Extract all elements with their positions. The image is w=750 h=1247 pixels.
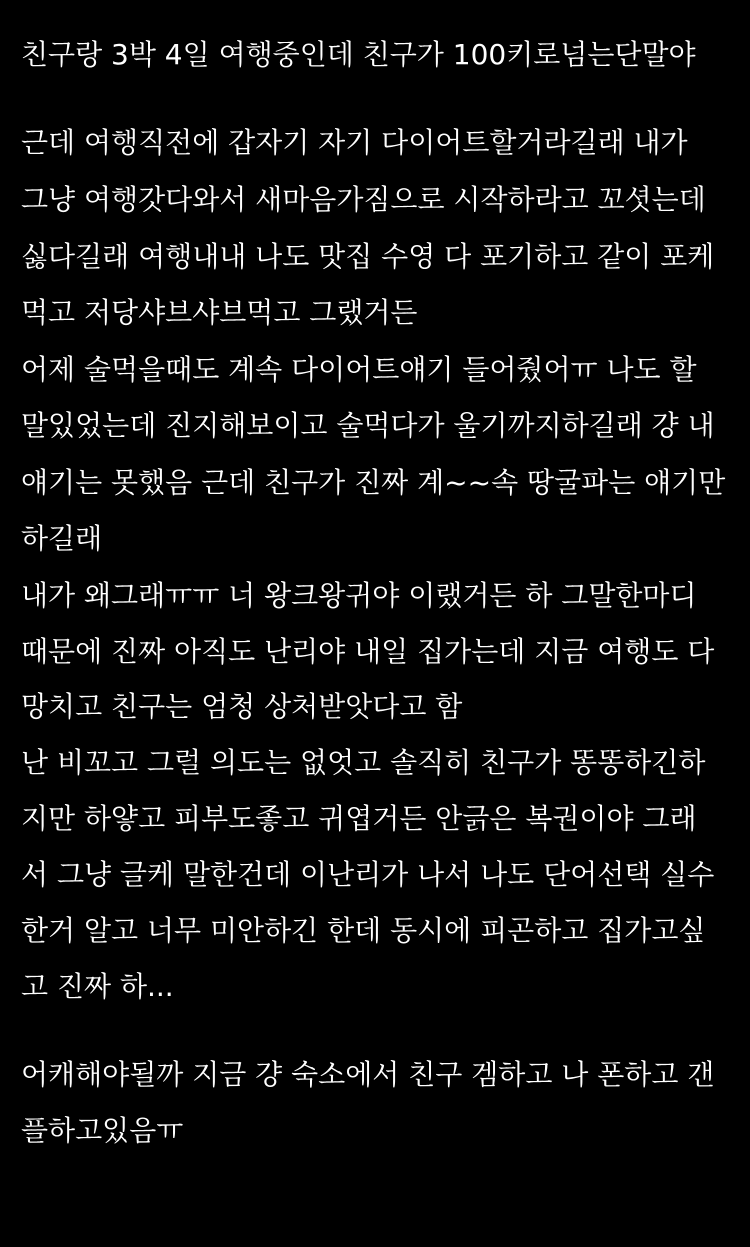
body-line: 말있었는데 진지해보이고 술먹다가 울기까지하길래 걍 내 bbox=[21, 409, 715, 442]
body-line: 고 진짜 하... bbox=[21, 970, 174, 1003]
body-line: 얘기는 못했음 근데 친구가 진짜 계~~속 땅굴파는 얘기만 bbox=[21, 466, 726, 499]
body-line: 서 그냥 글케 말한건데 이난리가 나서 나도 단어선택 실수 bbox=[21, 858, 715, 891]
body-line: 먹고 저당샤브샤브먹고 그랬거든 bbox=[21, 296, 418, 329]
body-line: 내가 왜그래ㅠㅠ 너 왕크왕귀야 이랬거든 하 그말한마디 bbox=[21, 579, 697, 612]
body-line: 한거 알고 너무 미안하긴 한데 동시에 피곤하고 집가고싶 bbox=[21, 914, 706, 947]
body-line: 지만 하얗고 피부도좋고 귀엽거든 안긁은 복권이야 그래 bbox=[21, 802, 697, 835]
body-line: 하길래 bbox=[21, 522, 103, 555]
body-line: 싫다길래 여행내내 나도 맛집 수영 다 포기하고 같이 포케 bbox=[21, 240, 715, 273]
closing-line: 플하고있음ㅠ bbox=[21, 1114, 184, 1147]
body-line: 그냥 여행갓다와서 새마음가짐으로 시작하라고 꼬셧는데 bbox=[21, 183, 706, 216]
body-line: 망치고 친구는 엄청 상처받앗다고 함 bbox=[21, 690, 463, 723]
body-line: 어제 술먹을때도 계속 다이어트얘기 들어줬어ㅠ 나도 할 bbox=[21, 353, 697, 386]
body-line: 난 비꼬고 그럴 의도는 없엇고 솔직히 친구가 똥똥하긴하 bbox=[21, 746, 706, 779]
closing-line: 어캐해야될까 지금 걍 숙소에서 친구 겜하고 나 폰하고 갠 bbox=[21, 1058, 715, 1091]
post-title: 친구랑 3박 4일 여행중인데 친구가 100키로넘는단말야 bbox=[21, 38, 696, 71]
body-line: 근데 여행직전에 갑자기 자기 다이어트할거라길래 내가 bbox=[21, 126, 688, 159]
body-line: 때문에 진짜 아직도 난리야 내일 집가는데 지금 여행도 다 bbox=[21, 635, 715, 668]
